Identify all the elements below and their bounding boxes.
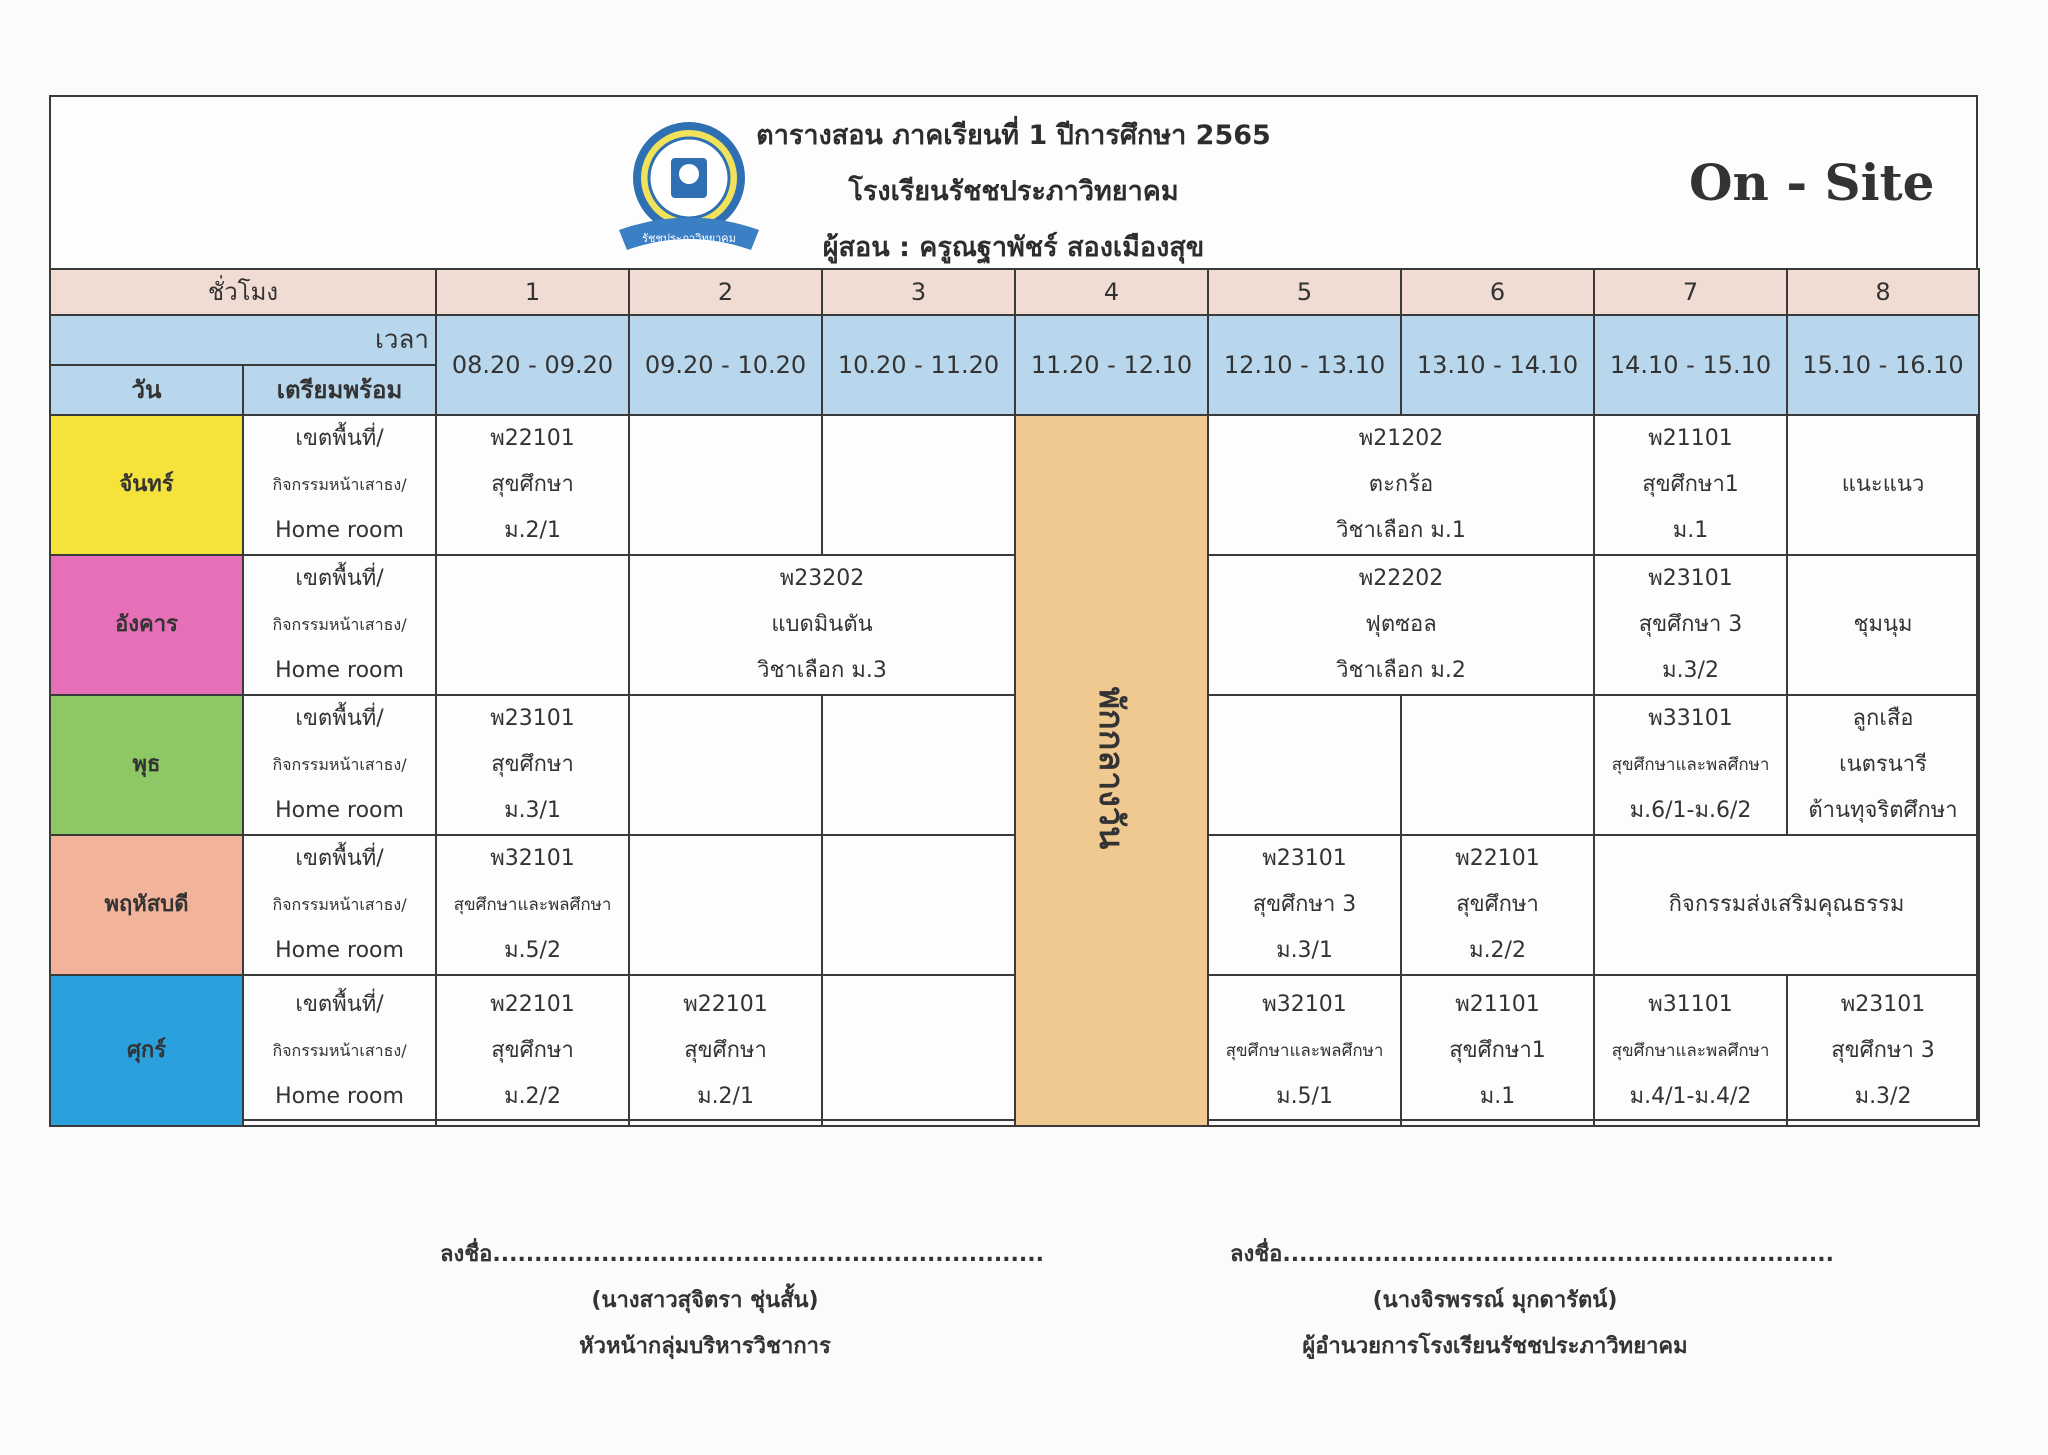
prep-cell: เขตพื้นที่/ กิจกรรมหน้าเสาธง/ Home room bbox=[243, 555, 436, 695]
day-wed: พุธ bbox=[50, 695, 243, 835]
day-label: วัน bbox=[50, 365, 243, 415]
signer-title: ผู้อำนวยการโรงเรียนรัชชประภาวิทยาคม bbox=[1302, 1334, 1688, 1359]
class-cell: พ21202 ตะกร้อ วิชาเลือก ม.1 bbox=[1208, 415, 1594, 555]
schedule-table bbox=[49, 268, 1980, 1127]
period-6: 6 bbox=[1401, 269, 1594, 315]
prep-cell: เขตพื้นที่/ กิจกรรมหน้าเสาธง/ Home room bbox=[243, 975, 436, 1126]
signature-right bbox=[1230, 1232, 1834, 1370]
class-cell: พ21101 สุขศึกษา1 ม.1 bbox=[1594, 415, 1787, 555]
empty-cell bbox=[436, 555, 629, 695]
class-cell: กิจกรรมส่งเสริมคุณธรรม bbox=[1594, 835, 1979, 975]
period-3: 3 bbox=[822, 269, 1015, 315]
period-7: 7 bbox=[1594, 269, 1787, 315]
time-6: 13.10 - 14.10 bbox=[1401, 315, 1594, 415]
class-cell: พ22101 สุขศึกษา ม.2/1 bbox=[436, 415, 629, 555]
class-cell: พ23101 สุขศึกษา 3 ม.3/1 bbox=[1208, 835, 1401, 975]
signature-line: ลงชื่อ.................................................................. bbox=[1230, 1242, 1834, 1267]
signature-left bbox=[440, 1232, 1044, 1370]
time-5: 12.10 - 13.10 bbox=[1208, 315, 1401, 415]
class-cell: ชุมนุม bbox=[1787, 555, 1979, 695]
empty-cell bbox=[629, 695, 822, 835]
class-cell: พ23202 แบดมินตัน วิชาเลือก ม.3 bbox=[629, 555, 1015, 695]
empty-cell bbox=[822, 835, 1015, 975]
class-cell: พ32101 สุขศึกษาและพลศึกษา ม.5/2 bbox=[436, 835, 629, 975]
class-cell: พ33101 สุขศึกษาและพลศึกษา ม.6/1-ม.6/2 bbox=[1594, 695, 1787, 835]
day-mon: จันทร์ bbox=[50, 415, 243, 555]
period-2: 2 bbox=[629, 269, 822, 315]
page-header bbox=[49, 95, 1978, 268]
time-label-cell bbox=[50, 315, 436, 365]
class-cell: พ23101 สุขศึกษา 3 ม.3/2 bbox=[1787, 975, 1979, 1126]
period-1: 1 bbox=[436, 269, 629, 315]
schedule-title: ตารางสอน ภาคเรียนที่ 1 ปีการศึกษา 2565 bbox=[756, 120, 1271, 151]
time-7: 14.10 - 15.10 bbox=[1594, 315, 1787, 415]
time-label: เวลา bbox=[374, 325, 430, 355]
class-cell: พ23101 สุขศึกษา ม.3/1 bbox=[436, 695, 629, 835]
empty-cell bbox=[822, 415, 1015, 555]
teacher-name: ผู้สอน : ครูณฐาพัชร์ สองเมืองสุข bbox=[822, 232, 1205, 263]
time-2: 09.20 - 10.20 bbox=[629, 315, 822, 415]
mode-label: On - Site bbox=[1689, 153, 1935, 212]
day-fri: ศุกร์ bbox=[50, 975, 243, 1126]
prep-cell: เขตพื้นที่/ กิจกรรมหน้าเสาธง/ Home room bbox=[243, 695, 436, 835]
class-cell: ลูกเสือ เนตรนารี ต้านทุจริตศึกษา bbox=[1787, 695, 1979, 835]
period-label: ชั่วโมง bbox=[50, 269, 436, 315]
time-8: 15.10 - 16.10 bbox=[1787, 315, 1979, 415]
class-cell: พ22202 ฟุตซอล วิชาเลือก ม.2 bbox=[1208, 555, 1594, 695]
prep-cell: เขตพื้นที่/ กิจกรรมหน้าเสาธง/ Home room bbox=[243, 835, 436, 975]
signer-title: หัวหน้ากลุ่มบริหารวิชาการ bbox=[579, 1334, 831, 1359]
school-name: โรงเรียนรัชชประภาวิทยาคม bbox=[848, 176, 1179, 207]
class-cell: พ22101 สุขศึกษา ม.2/2 bbox=[1401, 835, 1594, 975]
class-cell: พ32101 สุขศึกษาและพลศึกษา ม.5/1 bbox=[1208, 975, 1401, 1126]
period-8: 8 bbox=[1787, 269, 1979, 315]
time-3: 10.20 - 11.20 bbox=[822, 315, 1015, 415]
time-1: 08.20 - 09.20 bbox=[436, 315, 629, 415]
prep-cell: เขตพื้นที่/ กิจกรรมหน้าเสาธง/ Home room bbox=[243, 415, 436, 555]
class-cell: พ23101 สุขศึกษา 3 ม.3/2 bbox=[1594, 555, 1787, 695]
class-cell: พ31101 สุขศึกษาและพลศึกษา ม.4/1-ม.4/2 bbox=[1594, 975, 1787, 1126]
logo-ribbon-text: รัชชประภาวิทยาคม bbox=[642, 232, 736, 245]
period-5: 5 bbox=[1208, 269, 1401, 315]
signature-line: ลงชื่อ.................................................................. bbox=[440, 1242, 1044, 1267]
prep-label: เตรียมพร้อม bbox=[243, 365, 436, 415]
empty-cell bbox=[822, 695, 1015, 835]
class-cell: แนะแนว bbox=[1787, 415, 1979, 555]
day-tue: อังคาร bbox=[50, 555, 243, 695]
class-cell: พ22101 สุขศึกษา ม.2/1 bbox=[629, 975, 822, 1126]
lunch-break: พักกลางวัน bbox=[1015, 415, 1208, 1126]
empty-cell bbox=[1208, 695, 1401, 835]
empty-cell bbox=[629, 415, 822, 555]
empty-cell bbox=[822, 975, 1015, 1126]
day-thu: พฤหัสบดี bbox=[50, 835, 243, 975]
time-4: 11.20 - 12.10 bbox=[1015, 315, 1208, 415]
empty-cell bbox=[629, 835, 822, 975]
signer-name: (นางจิรพรรณ์ มุกดารัตน์) bbox=[1372, 1288, 1618, 1313]
empty-cell bbox=[1401, 695, 1594, 835]
period-4: 4 bbox=[1015, 269, 1208, 315]
class-cell: พ22101 สุขศึกษา ม.2/2 bbox=[436, 975, 629, 1126]
signer-name: (นางสาวสุจิตรา ชุ่นสั้น) bbox=[591, 1288, 819, 1313]
class-cell: พ21101 สุขศึกษา1 ม.1 bbox=[1401, 975, 1594, 1126]
